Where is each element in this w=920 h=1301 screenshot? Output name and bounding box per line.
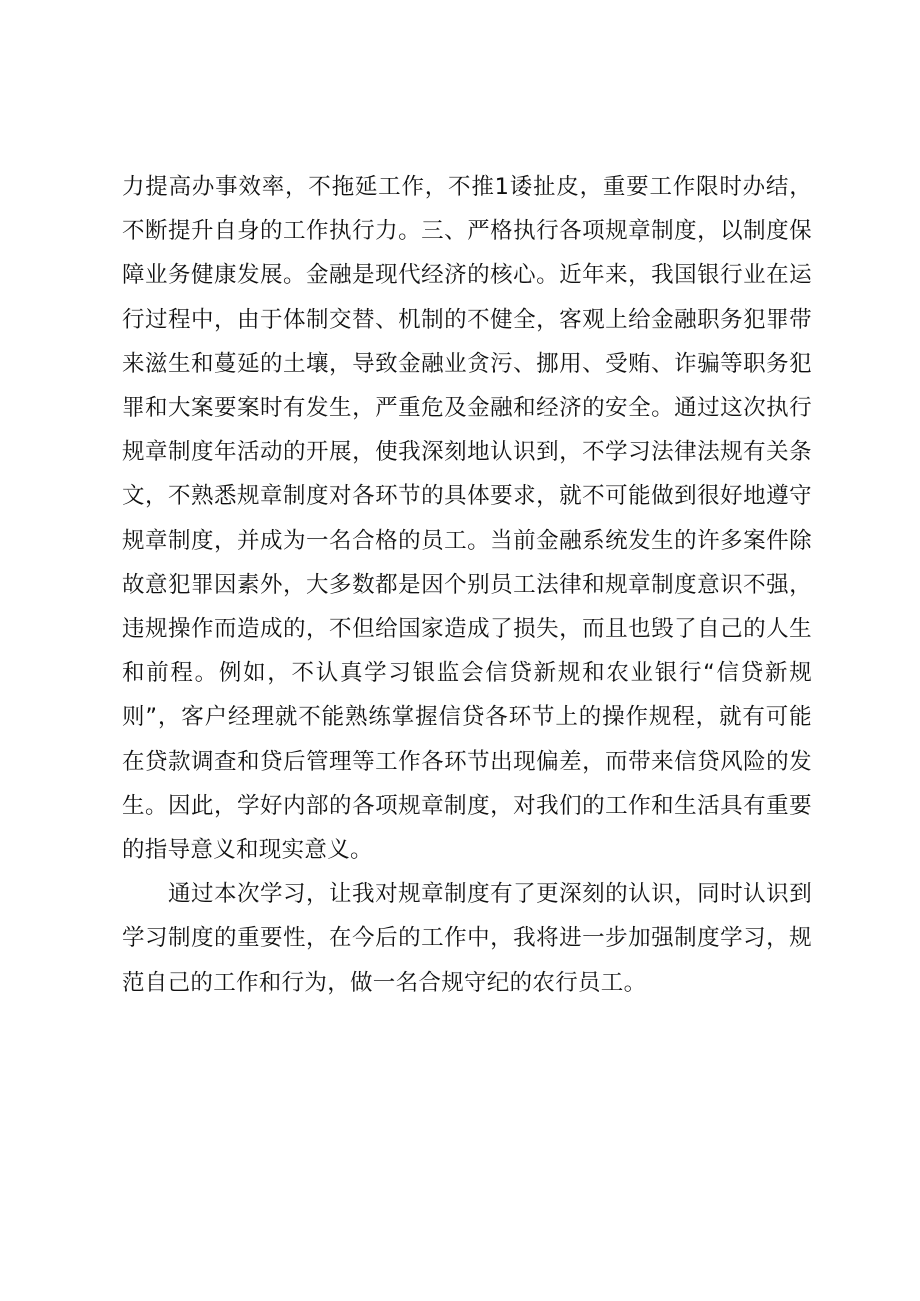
paragraph-continued: 力提高办事效率，不拖延工作，不推1诿扯皮，重要工作限时办结，不断提升自身的工作执行力。三、严格执行各项规章制度，以制度保障业务健康发展。金融是现代经济的核心。近年来，我国银行业在运行过程中，由于体制交替、机制的不健全，客观上给金融职务犯罪带来滋生和蔓延的土壤，导致金融业贪污、挪用、受贿、诈骗等职务犯罪和大案要案时有发生，严重危及金融和经济的安全。通过这次执行规章制度年活动的开展，使我深刻地认识到，不学习法律法规有关条文，不熟悉规章制度对各环节的具体要求，就不可能做到很好地遵守规章制度，并成为一名合格的员工。当前金融系统发生的许多案件除故意犯罪因素外，大多数都是因个别员工法律和规章制度意识不强，违规操作而造成的，不但给国家造成了损失，而且也毁了自己的人生和前程。例如，不认真学习银监会信贷新规和农业银行“信贷新规则”，客户经理就不能熟练掌握信贷各环节上的操作规程，就有可能在贷款调查和贷后管理等工作各环节出现偏差，而带来信贷风险的发生。因此，学好内部的各项规章制度，对我们的工作和生活具有重要的指导意义和现实意义。	[122, 174, 812, 864]
document-body	[122, 165, 812, 1005]
paragraph-conclusion: 通过本次学习，让我对规章制度有了更深刻的认识，同时认识到学习制度的重要性，在今后的工作中，我将进一步加强制度学习，规范自己的工作和行为，做一名合规守纪的农行员工。	[122, 881, 812, 996]
